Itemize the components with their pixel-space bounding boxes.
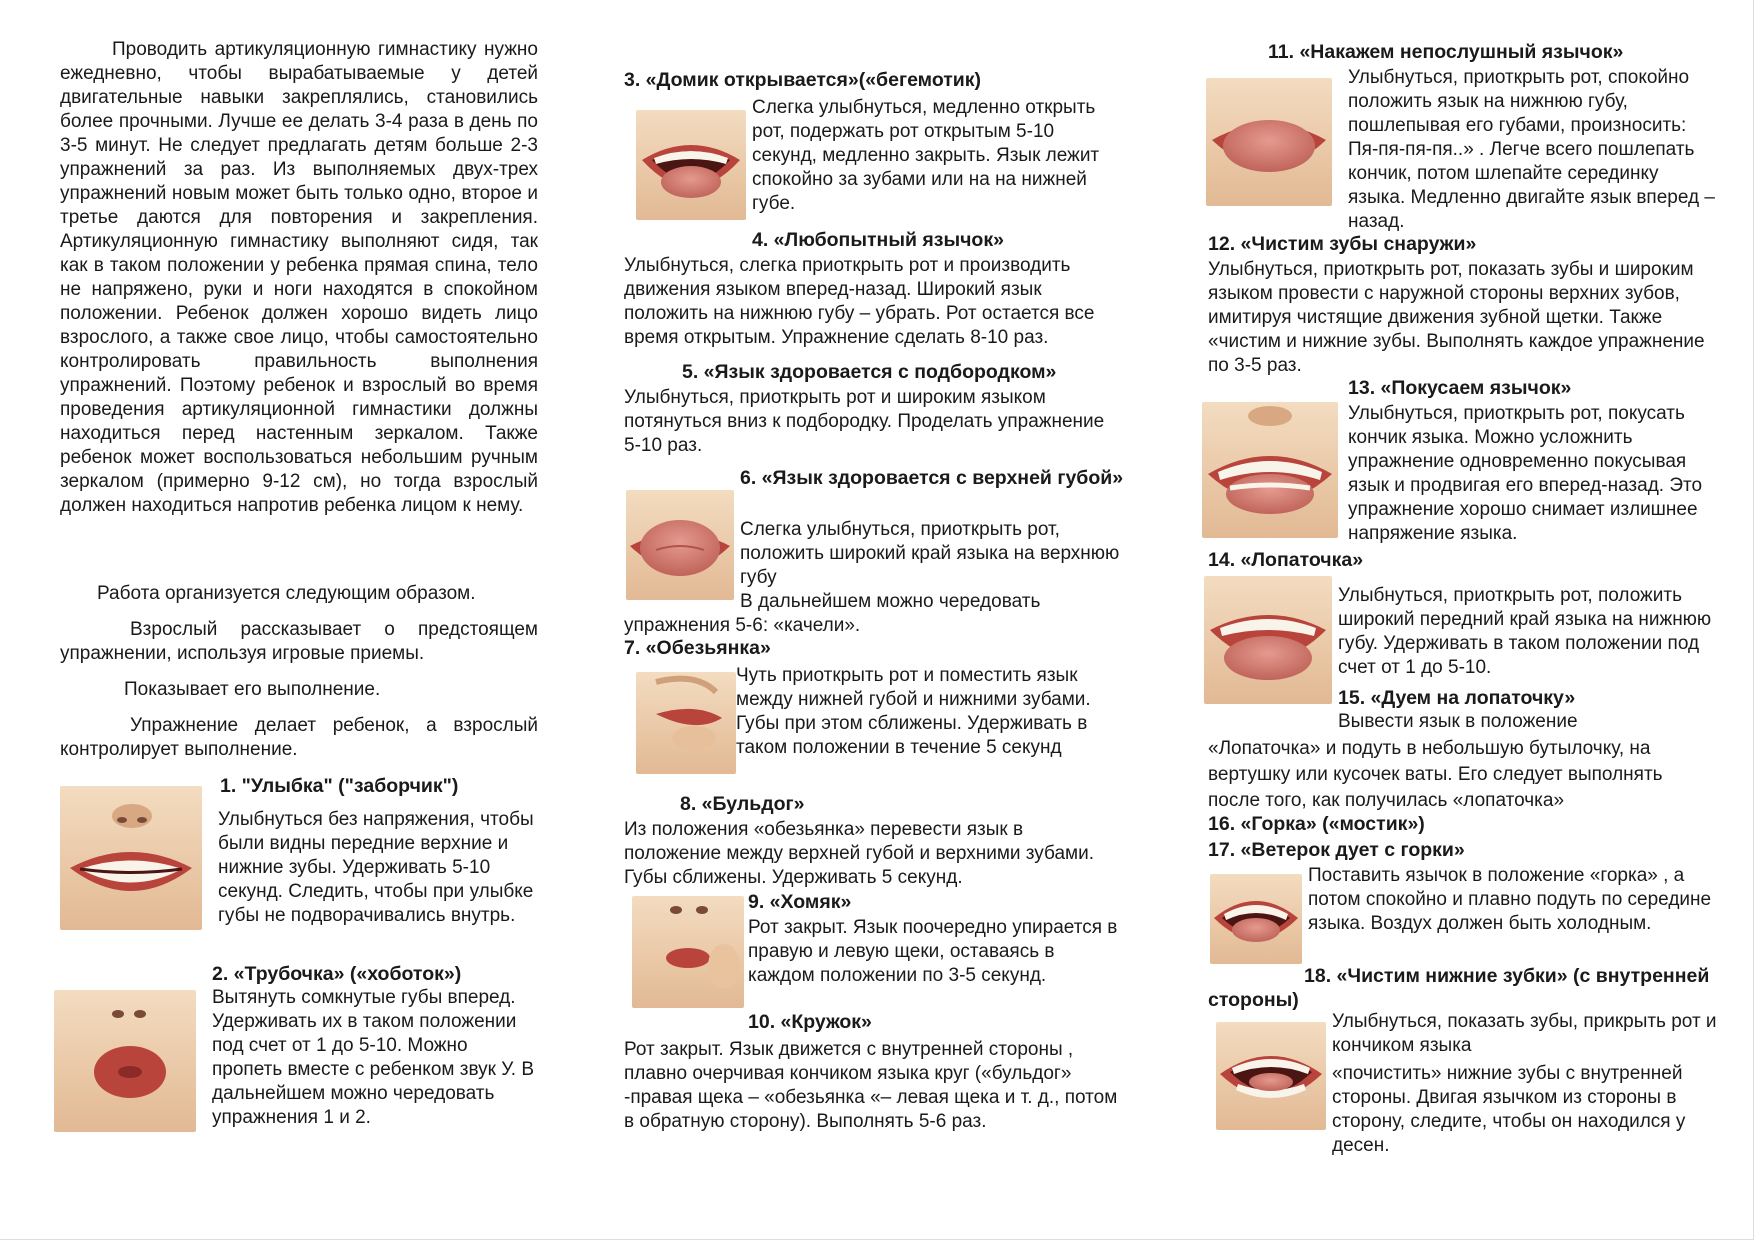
breeze-photo xyxy=(1210,874,1302,964)
exercise-6-text-continued: В дальнейшем можно чередовать упражнения 5-6: «качели». xyxy=(624,591,1041,636)
exercise-18-text-1: Улыбнуться, показать зубы, прикрыть рот и кончиком языка xyxy=(1332,1011,1717,1056)
exercise-13-title: 13. «Покусаем язычок» xyxy=(1348,377,1572,399)
exercise-6-text: Слегка улыбнуться, приоткрыть рот, положить широкий край языка на верхнюю губу xyxy=(740,519,1120,588)
exercise-11-text: Улыбнуться, приоткрыть рот, спокойно положить язык на нижнюю губу, пошлепывая его губами, произносить: Пя-пя-пя-пя..» . Легче всего пошлепать кончик, потом шлепайте серединку языка. Медленно двигайте язык вперед – назад. xyxy=(1348,67,1715,232)
exercise-14-title: 14. «Лопаточка» xyxy=(1208,549,1364,571)
exercise-11-title: 11. «Накажем непослушный язычок» xyxy=(1268,41,1624,63)
exercise-15-text-1: Вывести язык в положение xyxy=(1338,711,1578,732)
exercise-10-text: Рот закрыт. Язык движется с внутренней стороны , плавно очерчивая кончиком языка круг («бульдог» -правая щека – «обезьянка «– левая щека и т. д., потом в обратную сторону). Выполнять 5-6 раз. xyxy=(624,1039,1118,1132)
exercise-7-title: 7. «Обезьянка» xyxy=(624,637,771,659)
exercise-4-title: 4. «Любопытный язычок» xyxy=(752,229,1004,251)
exercise-15-text-2: «Лопаточка» и подуть в небольшую бутылочку, на вертушку или кусочек ваты. Его следует выполнять после того, как получилась «лопаточка» xyxy=(1208,738,1663,811)
exercise-13-text: Улыбнуться, приоткрыть рот, покусать кончик языка. Можно усложнить упражнение одновременно покусывая язык и продвигая его вперед-назад. Это упражнение хорошо снимает излишнее напряжение языка. xyxy=(1348,403,1703,544)
exercise-12-title: 12. «Чистим зубы снаружи» xyxy=(1208,233,1477,255)
exercise-14-text: Улыбнуться, приоткрыть рот, положить широкий передний край языка на нижнюю губу. Удерживать в таком положении под счет от 1 до 5-10. xyxy=(1338,585,1712,678)
exercise-9-title: 9. «Хомяк» xyxy=(748,891,852,913)
exercise-1-title: 1. "Улыбка" ("заборчик") xyxy=(220,775,459,797)
exercise-17-text: Поставить язычок в положение «горка» , а потом спокойно и плавно подуть по середине языка. Воздух должен быть холодным. xyxy=(1308,865,1712,934)
exercise-15-title: 15. «Дуем на лопаточку» xyxy=(1338,687,1576,709)
exercise-5-text: Улыбнуться, приоткрыть рот и широким языком потянуться вниз к подбородку. Проделать упражнение 5-10 раз. xyxy=(624,387,1105,456)
smile-photo xyxy=(60,786,202,930)
exercise-7-text: Чуть приоткрыть рот и поместить язык между нижней губой и нижними зубами. Губы при этом сближены. Удерживать в таком положении в течение 5 секунд xyxy=(736,665,1091,758)
organization-text: Работа организуется следующим образом. xyxy=(97,583,476,604)
exercise-18-title: 18. «Чистим нижние зубки» (с внутренней стороны) xyxy=(1208,965,1710,1011)
tongue-up-photo xyxy=(626,490,734,600)
spatula-photo xyxy=(1204,576,1332,704)
exercise-17-title: 17. «Ветерок дует с горки» xyxy=(1208,839,1465,861)
open-mouth-photo xyxy=(636,110,746,220)
exercise-6-title: 6. «Язык здоровается с верхней губой» xyxy=(740,467,1124,489)
exercise-4-text: Улыбнуться, слегка приоткрыть рот и производить движения языком вперед-назад. Широкий язык положить на нижнюю губу – убрать. Рот остается все время открытым. Упражнение сделать 8-10 раз. xyxy=(624,255,1095,348)
exercise-1-text: Улыбнуться без напряжения, чтобы были видны передние верхние и нижние зубы. Удерживать 5-10 секунд. Следить, чтобы при улыбке губы не подворачивались внутрь. xyxy=(218,809,534,926)
exercise-16-title: 16. «Горка» («мостик») xyxy=(1208,813,1425,835)
exercise-3-text: Слегка улыбнуться, медленно открыть рот, подержать рот открытым 5-10 секунд, медленно закрыть. Язык лежит спокойно за зубами или на на нижней губе. xyxy=(752,97,1100,214)
exercise-12-text: Улыбнуться, приоткрыть рот, показать зубы и широким языком провести с наружной стороны верхних зубов, имитируя чистящие движения зубной щетки. Также «чистим и нижние зубы. Выполнять каждое упражнение по 3-5 раз. xyxy=(1208,259,1705,376)
intro-paragraph: Проводить артикуляционную гимнастику нужно ежедневно, чтобы вырабатываемые у детей двигательные навыки закреплялись, становились более прочными. Лучше ее делать 3-4 раза в день по 3-5 минут. Не следует предлагать детям больше 2-3 упражнений за раз. Из выполняемых двух-трех упражнений новым может быть только одно, второе и третье даются для повторения и закрепления. Артикуляционную гимнастику выполняют сидя, так как в таком положении у ребенка прямая спина, тело не напряжено, руки и ноги находятся в спокойном положении. Ребенок должен хорошо видеть лицо взрослого, а также свое лицо, чтобы самостоятельно контролировать правильность выполнения упражнений. Поэтому ребенок и взрослый во время проведения артикуляционной гимнастики должны находиться перед настенным зеркалом. Также ребенок может воспользоваться небольшим ручным зеркалом (примерно 9-12 см), но тогда взрослый должен находиться напротив ребенка лицом к нему. xyxy=(60,39,538,516)
brush-lower-teeth-photo xyxy=(1216,1022,1326,1130)
exercise-8-title: 8. «Бульдог» xyxy=(680,793,805,815)
step-explain-text: Взрослый рассказывает о предстоящем упражнении, используя игровые приемы. xyxy=(60,619,538,664)
exercise-2-text: Вытянуть сомкнутые губы вперед. Удерживать их в таком положении под счет от 1 до 5-10. Можно пропеть вместе с ребенком звук У. В дальнейшем можно чередовать упражнения 1 и 2. xyxy=(212,987,534,1128)
exercise-3-title: 3. «Домик открывается»(«бегемотик) xyxy=(624,69,982,91)
exercise-2-title: 2. «Трубочка» («хоботок») xyxy=(212,963,462,985)
exercise-18-text-2: «почистить» нижние зубы с внутренней стороны. Двигая язычком из стороны в сторону, следите, чтобы он находился у десен. xyxy=(1332,1063,1686,1156)
step-demo-text: Показывает его выполнение. xyxy=(124,679,381,700)
exercise-10-title: 10. «Кружок» xyxy=(748,1011,872,1033)
punish-tongue-photo xyxy=(1206,78,1332,206)
exercise-5-title: 5. «Язык здоровается с подбородком» xyxy=(682,361,1057,383)
exercise-9-text: Рот закрыт. Язык поочередно упирается в правую и левую щеки, оставаясь в каждом положении по 3-5 секунд. xyxy=(748,917,1118,986)
exercise-8-text: Из положения «обезьянка» перевести язык в положение между верхней губой и верхними зубами. Губы сближены. Удерживать 5 секунд. xyxy=(624,819,1094,888)
bite-tongue-photo xyxy=(1202,402,1338,538)
monkey-photo xyxy=(636,672,736,774)
tube-lips-photo xyxy=(54,990,196,1132)
hamster-photo xyxy=(632,896,744,1008)
step-child-text: Упражнение делает ребенок, а взрослый контролирует выполнение. xyxy=(60,715,538,760)
